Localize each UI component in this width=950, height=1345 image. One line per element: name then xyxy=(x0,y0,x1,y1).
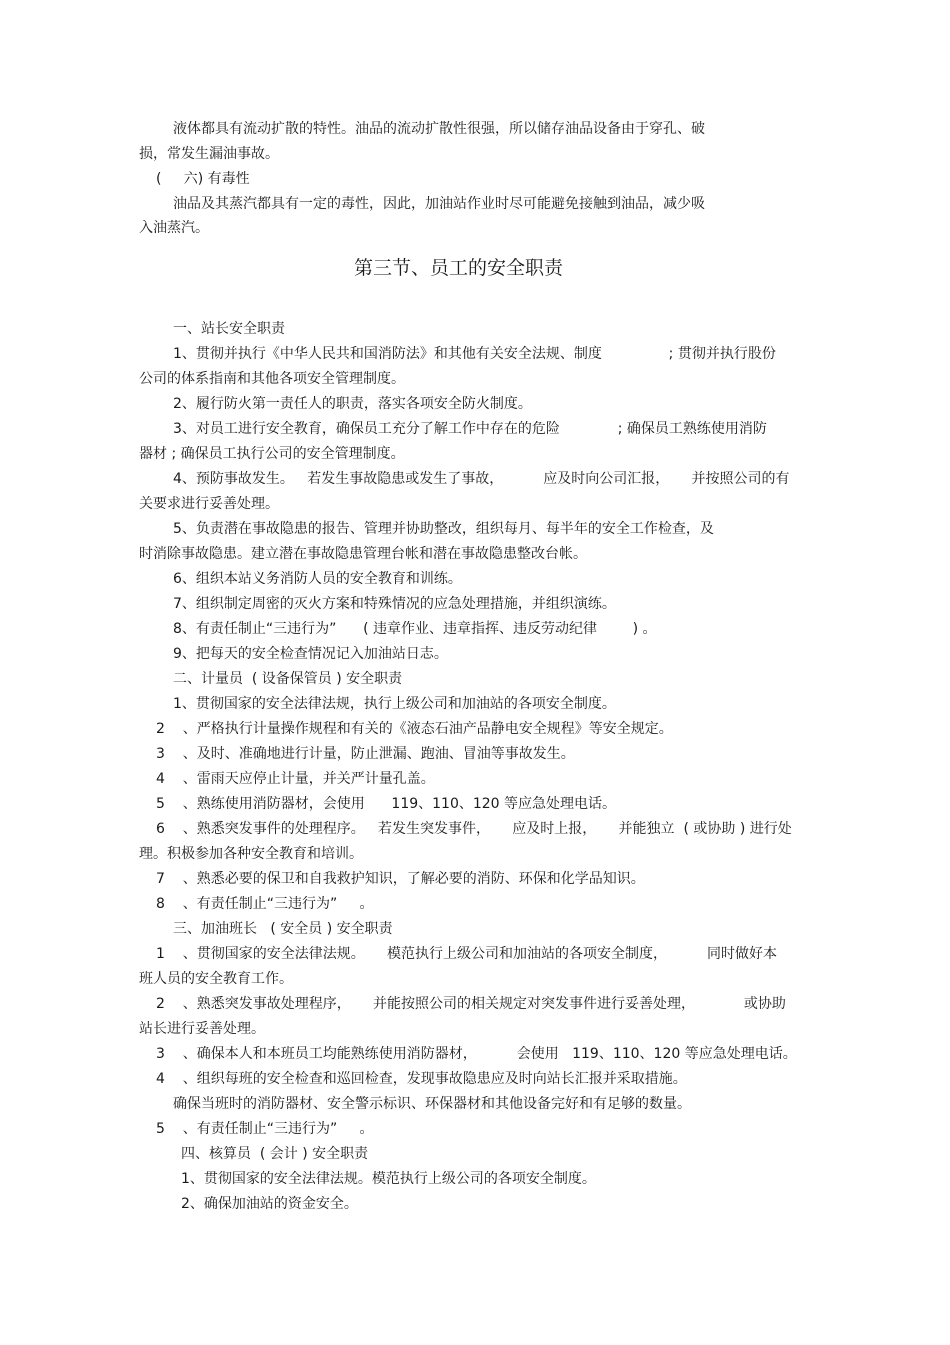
body-line: 关要求进行妥善处理。 xyxy=(139,496,279,512)
body-line: 液体都具有流动扩散的特性。油品的流动扩散性很强，所以储存油品设备由于穿孔、破 xyxy=(173,121,705,137)
body-line: 油品及其蒸汽都具有一定的毒性，因此，加油站作业时尽可能避免接触到油品，减少吸 xyxy=(173,196,705,212)
body-line: 确保当班时的消防器材、安全警示标识、环保器材和其他设备完好和有足够的数量。 xyxy=(173,1096,691,1112)
body-line: 时消除事故隐患。建立潜在事故隐患管理台帐和潜在事故隐患整改台帐。 xyxy=(139,546,587,562)
body-line: 损，常发生漏油事故。 xyxy=(139,146,279,162)
body-line: 2、确保加油站的资金安全。 xyxy=(181,1196,358,1212)
body-line: 1、贯彻并执行《中华人民共和国消防法》和其他有关安全法规、制度 ; 贯彻并执行股份 xyxy=(173,346,776,362)
body-line: 5 、有责任制止“三违行为” 。 xyxy=(156,1121,374,1137)
body-line: 5、负责潜在事故隐患的报告、管理并协助整改，组织每月、每半年的安全工作检查，及 xyxy=(173,521,714,537)
body-line: 8 、有责任制止“三违行为” 。 xyxy=(156,896,374,912)
body-line: 7 、熟悉必要的保卫和自我救护知识，了解必要的消防、环保和化学品知识。 xyxy=(156,871,645,887)
body-line: 6、组织本站义务消防人员的安全教育和训练。 xyxy=(173,571,462,587)
body-line: 2、履行防火第一责任人的职责，落实各项安全防火制度。 xyxy=(173,396,532,412)
body-line: 3 、及时、准确地进行计量，防止泄漏、跑油、冒油等事故发生。 xyxy=(156,746,575,762)
body-line: 1、贯彻国家的安全法律法规。模范执行上级公司的各项安全制度。 xyxy=(181,1171,596,1187)
body-line: 4、预防事故发生。 若发生事故隐患或发生了事故， 应及时向公司汇报， 并按照公司的有 xyxy=(173,471,790,487)
body-line: 9、把每天的安全检查情况记入加油站日志。 xyxy=(173,646,448,662)
body-line: 5 、熟练使用消防器材，会使用 119、110、120 等应急处理电话。 xyxy=(156,796,617,812)
subsection-heading: 二、计量员 ( 设备保管员 ) 安全职责 xyxy=(173,671,403,687)
subsection-heading: 三、加油班长 ( 安全员 ) 安全职责 xyxy=(173,921,393,937)
subsection-heading: ( 六) 有毒性 xyxy=(156,171,250,187)
body-line: 入油蒸汽。 xyxy=(139,220,209,236)
body-line: 3、对员工进行安全教育，确保员工充分了解工作中存在的危险 ; 确保员工熟练使用消防 xyxy=(173,421,767,437)
body-line: 1 、贯彻国家的安全法律法规。 模范执行上级公司和加油站的各项安全制度， 同时做好本 xyxy=(156,946,778,962)
body-line: 站长进行妥善处理。 xyxy=(139,1021,265,1037)
subsection-heading: 一、站长安全职责 xyxy=(173,321,285,337)
body-line: 1、贯彻国家的安全法律法规，执行上级公司和加油站的各项安全制度。 xyxy=(173,696,616,712)
body-line: 2 、严格执行计量操作规程和有关的《液态石油产品静电安全规程》等安全规定。 xyxy=(156,721,673,737)
body-line: 理。积极参加各种安全教育和培训。 xyxy=(139,846,363,862)
body-line: 6 、熟悉突发事件的处理程序。 若发生突发事件， 应及时上报， 并能独立 ( 或协助 ) 进行处 xyxy=(156,821,792,837)
body-line: 4 、雷雨天应停止计量，并关严计量孔盖。 xyxy=(156,771,435,787)
section-title: 第三节、员工的安全职责 xyxy=(354,257,564,279)
body-line: 3 、确保本人和本班员工均能熟练使用消防器材， 会使用 119、110、120 等应急处理电话。 xyxy=(156,1046,797,1062)
body-line: 8、有责任制止“三违行为” ( 违章作业、违章指挥、违反劳动纪律 ) 。 xyxy=(173,621,657,637)
body-line: 7、组织制定周密的灭火方案和特殊情况的应急处理措施，并组织演练。 xyxy=(173,596,616,612)
body-line: 4 、组织每班的安全检查和巡回检查，发现事故隐患应及时向站长汇报并采取措施。 xyxy=(156,1071,687,1087)
body-line: 器材 ; 确保员工执行公司的安全管理制度。 xyxy=(139,446,405,462)
body-line: 2 、熟悉突发事故处理程序， 并能按照公司的相关规定对突发事件进行妥善处理， 或协助 xyxy=(156,996,786,1012)
body-line: 班人员的安全教育工作。 xyxy=(139,971,293,987)
subsection-heading: 四、核算员 ( 会计 ) 安全职责 xyxy=(181,1146,369,1162)
body-line: 公司的体系指南和其他各项安全管理制度。 xyxy=(139,371,405,387)
